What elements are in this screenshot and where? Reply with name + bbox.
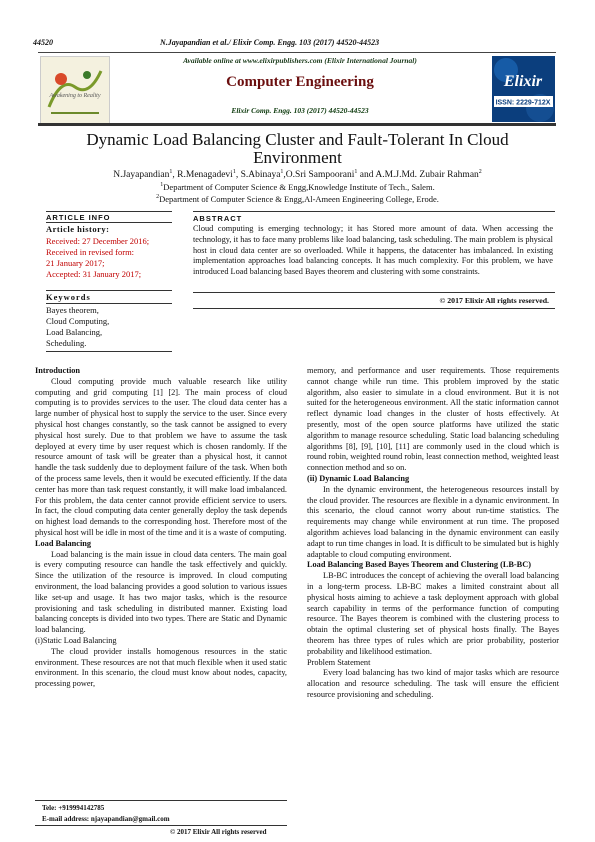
accepted-date: Accepted: 31 January 2017; xyxy=(46,269,142,279)
abstract-rule-top xyxy=(193,211,555,212)
journal-name: Computer Engineering xyxy=(226,74,374,90)
paragraph: Load balancing is the main issue in cloud data centers. The main goal is every computing resource can handle the task effectively and quickly. Since the utilization of the resource is improved. In cloud computing environment, the load balancing provides a good solution to various issues like set-up and usage. It has two major tasks, which is the resource provisioning and task scheduling in distributed manner. Existing load balancing concepts is divided into two types. There are Static and Dynamic load balancing. xyxy=(35,549,287,635)
section-heading: (ii) Dynamic Load Balancing xyxy=(307,473,410,483)
article-history-heading: Article history: xyxy=(46,224,110,234)
abstract-rule-bottom xyxy=(193,308,555,309)
elixir-logo-text: Elixir xyxy=(503,73,543,90)
publisher-logo xyxy=(40,56,110,124)
subsection-heading: (i)Static Load Balancing xyxy=(35,635,117,645)
keywords-list xyxy=(46,305,109,349)
abstract-copyright: © 2017 Elixir All rights reserved. xyxy=(439,296,549,305)
article-info-heading: ARTICLE INFO xyxy=(46,213,111,222)
availability-line: Available online at www.elixirpublishers.com (Elixir International Journal) xyxy=(183,56,417,65)
header-band-rule xyxy=(38,123,556,126)
body-left-column xyxy=(35,366,287,690)
paper-title: Dynamic Load Balancing Cluster and Fault-Tolerant In Cloud Environment xyxy=(86,130,509,167)
keywords-rule xyxy=(46,290,172,291)
body-right-column xyxy=(307,366,559,701)
keywords-heading: Keywords xyxy=(46,292,91,302)
logo-tagline: Awakening to Reality xyxy=(49,93,101,99)
abstract-text: Cloud computing is emerging technology; it has Stored more amount of data. When accessing the technology, it has to face many problems like load balancing, task scheduling. The main problem is physical host in cloud data center are so overloaded. While it happens, the datacenter has imbalanced. In existing implementation approaches load balancing concepts. It has much complexity. For this problem, we have introduced Load balancing based Bayes theorem and clustering with some constraints. xyxy=(193,224,553,277)
issn-label: ISSN: 2229-712X xyxy=(495,99,551,107)
section-heading: Load Balancing Based Bayes Theorem and Clustering (LB-BC) xyxy=(307,560,531,570)
footer-copyright: © 2017 Elixir All rights reserved xyxy=(170,828,267,836)
paragraph: LB-BC introduces the concept of achieving the overall load balancing in a long-term process. LB-BC makes a limited constraint about all physical hosts aiming to achieve a task deployment approach with global search capability in terms of the performance function of computing resource. The Bayes theorem is combined with the clustering process to obtain the optimal clustering set of physical hosts finally. The Bayes theorem has three types of rules which are prior probability, posterior probability and likelihood estimation. xyxy=(307,571,559,656)
section-heading: Introduction xyxy=(35,366,81,375)
affiliation-1: $^1$Department of Computer Science & Engg,Knowledge Institute of Tech., Salem. xyxy=(160,182,435,192)
author-list: N.Jayapandian$^1$, R.Menagadevi$^1$, S.Abinaya$^1$,O.Sri Sampoorani$^1$ and A.M.J.Md. Zubair Rahman$^2$ xyxy=(113,169,482,181)
footer-rule-2 xyxy=(35,825,287,826)
footer-tel: Tele: +919994142785 xyxy=(42,804,105,812)
journal-citation: Elixir Comp. Engg. 103 (2017) 44520-44523 xyxy=(231,106,369,115)
paragraph: Cloud computing provide much valuable research like utility computing and grid computing [1] [2]. The main process of cloud computing is to provides services to the user. The cloud data center has a large number of physical host to supply the service to the user. Since every physical host changes constantly, so the task cannot be assigned to every physical host surely. Due to that problem we have to assume the task deployed at every time by user request which is chosen randomly. If the resource amount of task will be greater than a physical host, it cannot handle the task suddenly due to deployment failure of the task. When both of the process same levels, then it would be executed efficiently. If the data center has more than task request constantly, it will make load imbalanced. For this problem, the data center cannot provide efficient service to users. In fact, the cloud computing data center generally deploy the task depends on highest load demands to the corresponding host. Therefore most of the physical host will be idle in most of the time and it is a waste of computing. xyxy=(35,376,287,537)
keyword: Cloud Computing, xyxy=(46,316,110,326)
footer-email: E-mail address: njayapandian@gmail.com xyxy=(42,815,170,823)
keywords-rule-bottom xyxy=(46,351,172,352)
received-date: Received: 27 December 2016; xyxy=(46,236,150,246)
section-heading: Load Balancing xyxy=(35,538,92,548)
paragraph: Every load balancing has two kind of major tasks which are resource allocation and resource scheduling. The task will ensure the efficient resource provisioning and scheduling. xyxy=(307,668,559,699)
abstract-heading: ABSTRACT xyxy=(193,214,243,223)
paragraph: The cloud provider installs homogenous resources in the static environment. These resources are not that much flexible when it used static environment. In this scenario, the cloud must know about nodes, capacity, processing power, xyxy=(35,646,287,689)
revised-date: 21 January 2017; xyxy=(46,258,105,268)
keywords-rule-2 xyxy=(46,303,172,304)
footer-rule xyxy=(35,800,287,801)
header-rule xyxy=(38,52,556,53)
subsection-heading: Problem Statement xyxy=(307,657,371,667)
keyword: Scheduling. xyxy=(46,338,87,348)
paragraph: memory, and performance and user requirements. Those requirements cannot change while run time. This problem improved by the static algorithm, also easier to simulate in a cloud environment. But it is not suited for the heterogeneous environment. All the static information cannot reflect dynamic load changes in the cluster of hosts effectively. At presently, most of the open source platforms have utilized the static algorithm to manage resource scheduling. Static load balancing scheduling algorithms [8], [9], [10], [11] are commonly used in the cloud which is round robin, weighted round robin, least connection method, weighted least connection method and so on. xyxy=(307,366,559,473)
abstract-rule xyxy=(193,292,555,293)
revised-label: Received in revised form: xyxy=(46,247,135,257)
keyword: Load Balancing, xyxy=(46,327,103,337)
keyword: Bayes theorem, xyxy=(46,305,99,315)
affiliation-2: $^2$Department of Computer Science & Engg,Al-Ameen Engineering College, Erode. xyxy=(156,194,439,204)
paragraph: In the dynamic environment, the heterogeneous resources install by the cloud provider. The resources are flexible in a dynamic environment. In this scenario, the cloud cannot worry about run-time statistics. The requirements may change while environment at run time. The proposed algorithm achieves load balancing in the dynamic environment can easily adapt to run time changes in load. It is difficult to be simulated but is highly adaptable to cloud computing environment. xyxy=(307,484,559,559)
running-title: N.Jayapandian et al./ Elixir Comp. Engg. 103 (2017) 44520-44523 xyxy=(160,38,380,47)
article-info-rule-top xyxy=(46,211,172,212)
page-number: 44520 xyxy=(33,38,53,47)
article-info-rule xyxy=(46,222,172,223)
elixir-logo xyxy=(492,56,555,122)
